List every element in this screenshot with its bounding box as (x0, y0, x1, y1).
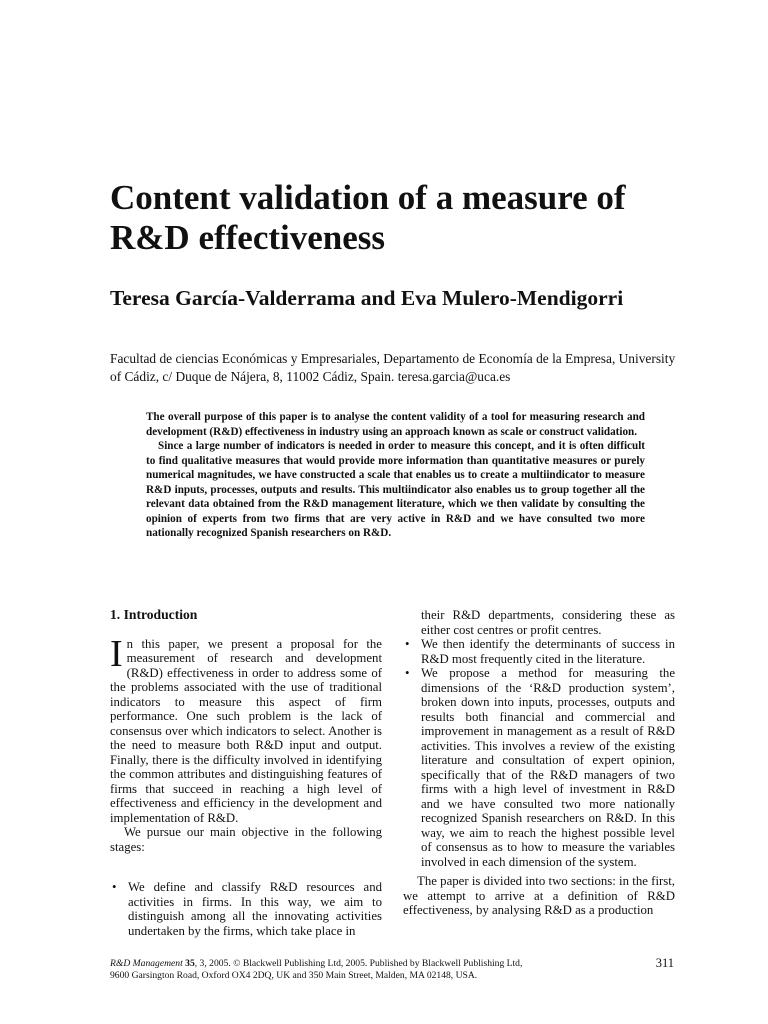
bullet-icon: • (405, 637, 410, 651)
list-item-text: We propose a method for measuring the dimensions of the ‘R&D production system’, broken down into inputs, processes, outputs and results both financial and commercial and improvement in management as a result of R&D activities. This involves a review of the existing literature and consultation of expert opinion, specifically that of the R&D managers of two firms with a high level of investment in R&D and we have consulted two more nationally recognized Spanish researchers on R&D. In this way, we aim to reach the highest possible level of consensus as to how to measure the variables involved in each dimension of the system. (421, 666, 675, 869)
page-number: 311 (655, 956, 674, 970)
abstract (146, 410, 645, 541)
left-column (110, 608, 382, 938)
paper-title: Content validation of a measure of R&D effectiveness (110, 178, 626, 257)
abstract-paragraph-1: The overall purpose of this paper is to analyse the content validity of a tool for measuring research and development (R&D) effectiveness in industry using an approach known as scale or construct validation. (146, 411, 645, 438)
intro-paragraph-2: We pursue our main objective in the following stages: (110, 825, 382, 854)
right-column (403, 608, 675, 918)
journal-name: R&D Management (110, 958, 183, 969)
list-item (403, 637, 675, 666)
publisher-address: 9600 Garsington Road, Oxford OX4 2DQ, UK and 350 Main Street, Malden, MA 02148, USA. (110, 970, 478, 981)
list-item (110, 880, 382, 938)
stages-list-continued (403, 637, 675, 869)
list-item-text: We define and classify R&D resources and activities in firms. In this way, we aim to distinguish among all the innovating activities undertaken by the firms, which take place in (128, 880, 382, 938)
journal-volume: 35 (185, 958, 195, 969)
bullet-icon: • (112, 880, 117, 894)
abstract-paragraph-2: Since a large number of indicators is needed in order to measure this concept, and it is often difficult to find qualitative measures that would provide more information than quantitative measures or purely numerical magnitudes, we have constructed a scale that enables us to create a multiindicator to measure R&D inputs, processes, outputs and results. This multiindicator also enables us to group together all the relevant data obtained from the R&D management literature, which we then validate by consulting the opinion of experts from two firms that are very active in R&D and we have consulted two more nationally recognized Spanish researchers on R&D. (146, 440, 645, 539)
list-item-text: We then identify the determinants of success in R&D most frequently cited in the literature. (421, 637, 675, 666)
drop-cap: I (110, 632, 123, 675)
list-item (403, 666, 675, 869)
list-item-continuation: their R&D departments, considering these as either cost centres or profit centres. (421, 608, 675, 637)
stages-list (110, 880, 382, 938)
bullet-icon: • (405, 666, 410, 680)
intro-paragraph-1-text: n this paper, we present a proposal for the measurement of research and development (R&D) effectiveness in order to address some of the problems associated with the use of traditional indicators to measure this aspect of firm performance. One such problem is the lack of consensus over which indicators to select. Another is the need to measure both R&D input and output. Finally, there is the difficulty involved in identifying the common attributes and distinguishing features of firms that succeed in reaching a high level of effectiveness and efficiency in the development and implementation of R&D. (110, 636, 382, 825)
affiliation: Facultad de ciencias Económicas y Empresariales, Departamento de Economía de la Empresa, University of Cádiz, c/ Duque de Nájera, 8, 11002 Cádiz, Spain. teresa.garcia@uca.es (110, 351, 676, 384)
authors: Teresa García-Valderrama and Eva Mulero-Mendigorri (110, 286, 624, 310)
copyright-notice: © Blackwell Publishing Ltd, 2005. Published by Blackwell Publishing Ltd, (230, 958, 523, 969)
intro-paragraph-3: The paper is divided into two sections: in the first, we attempt to arrive at a definition of R&D effectiveness, by analysing R&D as a production (403, 874, 675, 917)
journal-issue-year: , 3, 2005. (194, 958, 231, 969)
intro-paragraph-1 (110, 632, 382, 826)
section-heading-introduction: 1. Introduction (110, 607, 198, 622)
footer-citation (110, 958, 650, 982)
